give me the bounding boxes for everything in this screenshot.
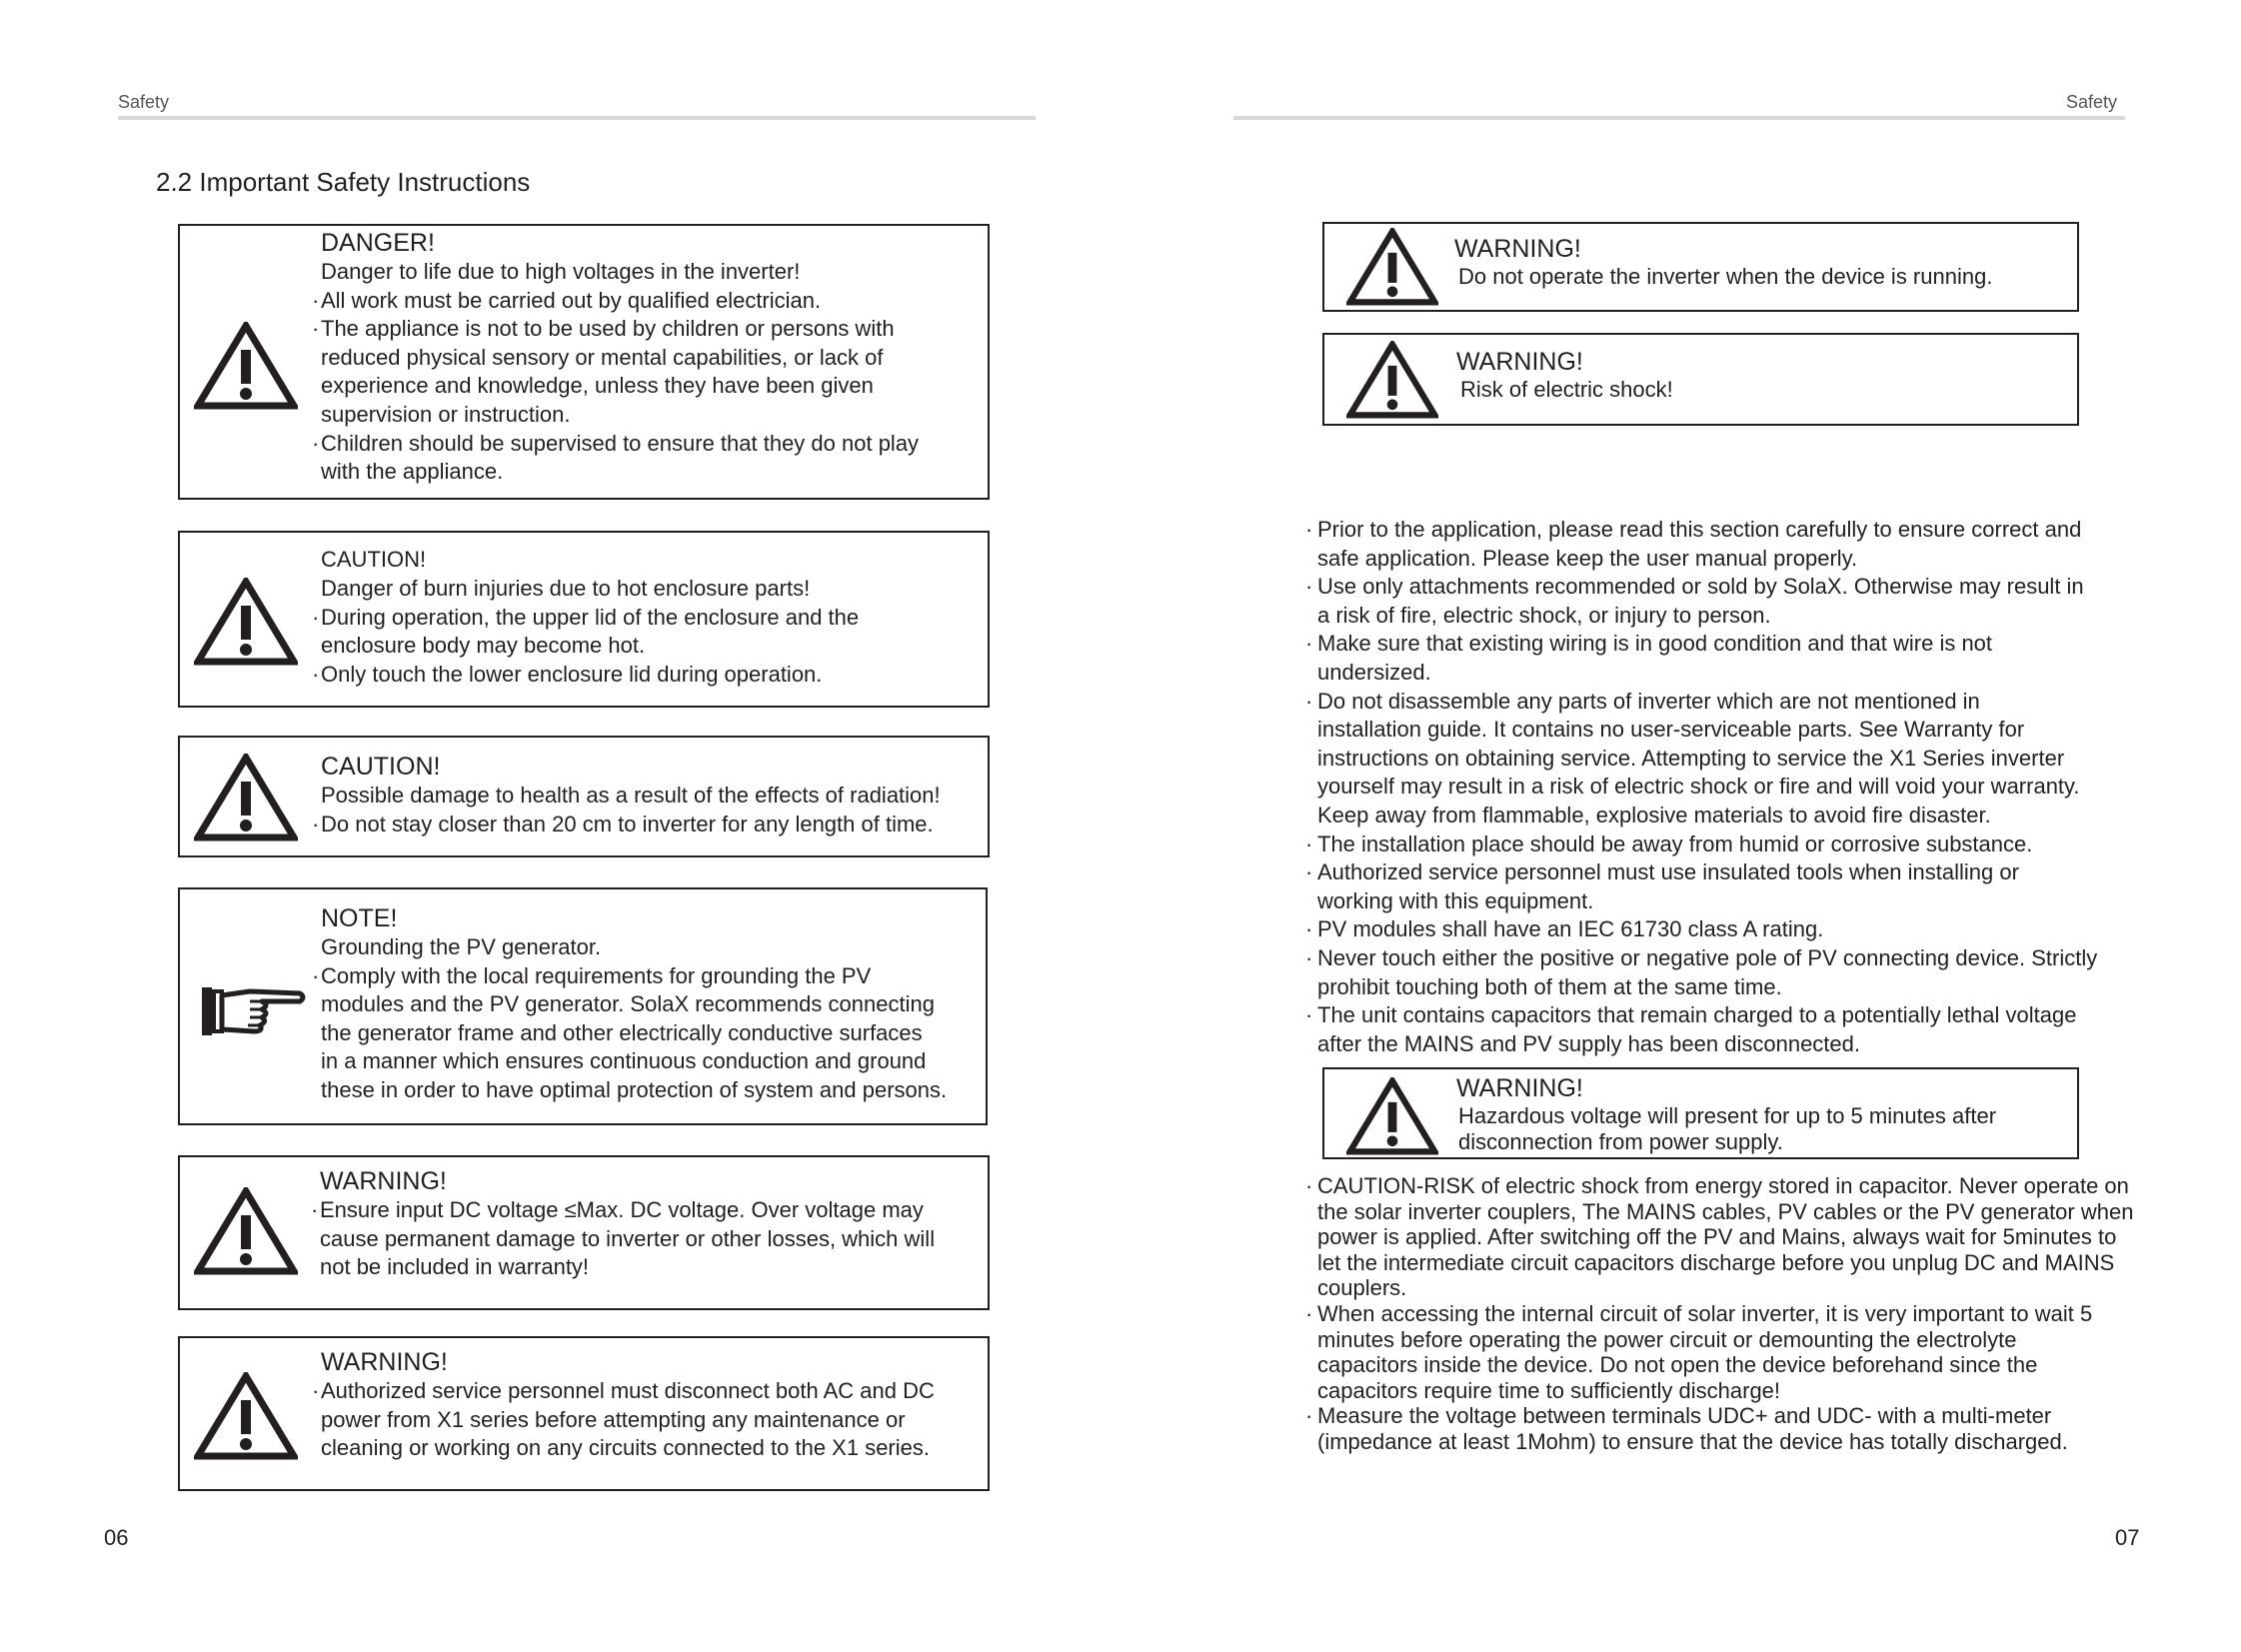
list-item-line: power is applied. After switching off the PV and Mains, always wait for 5minutes to bbox=[1317, 1224, 2117, 1250]
warning-title: WARNING! bbox=[1454, 235, 1581, 263]
bullet-dot: · bbox=[1305, 688, 1313, 714]
warning-shock-box bbox=[1322, 333, 2079, 426]
bullet-dot: · bbox=[1305, 1403, 1313, 1429]
warning-text: Hazardous voltage will present for up to 5 minutes after bbox=[1458, 1103, 1997, 1128]
right-page-header: Safety bbox=[2065, 92, 2117, 112]
list-item bbox=[1305, 830, 2137, 859]
list-item-line: minutes before operating the power circuit or demounting the electrolyte bbox=[1317, 1326, 2017, 1352]
list-item-line: The installation place should be away from humid or corrosive substance. bbox=[1317, 830, 2033, 856]
list-item-line: (impedance at least 1Mohm) to ensure that the device has totally discharged. bbox=[1317, 1428, 2068, 1454]
bullet-dot: · bbox=[1305, 1300, 1313, 1326]
warning-title: WARNING! bbox=[1456, 1074, 1583, 1102]
box-line: supervision or instruction. bbox=[321, 401, 571, 427]
warning-text: disconnection from power supply. bbox=[1458, 1129, 1783, 1154]
list-item bbox=[1305, 944, 2137, 1001]
box-line: Danger of burn injuries due to hot enclosure parts! bbox=[321, 576, 811, 601]
bullet-dot: · bbox=[1305, 830, 1313, 856]
list-item-line: a risk of fire, electric shock, or injury to person. bbox=[1317, 602, 1771, 628]
bullet-dot: · bbox=[1305, 517, 1313, 542]
warning-text: Risk of electric shock! bbox=[1460, 377, 1673, 402]
warning-title: WARNING! bbox=[1456, 348, 1583, 376]
list-item-line: Do not disassemble any parts of inverter which are not mentioned in bbox=[1317, 688, 1980, 714]
list-item bbox=[1305, 573, 2137, 630]
list-item-line: safe application. Please keep the user manual properly. bbox=[1317, 545, 1858, 571]
box-title: NOTE! bbox=[321, 904, 398, 932]
list-item-line: Never touch either the positive or negative pole of PV connecting device. Strictly bbox=[1317, 944, 2098, 970]
list-item-line: couplers. bbox=[1317, 1275, 1407, 1301]
section-title: 2.2 Important Safety Instructions bbox=[156, 167, 531, 197]
box-title: WARNING! bbox=[321, 1348, 448, 1376]
bullet-line: · Children should be supervised to ensure that they do not play bbox=[312, 430, 920, 456]
list-item-line: capacitors inside the device. Do not open the device beforehand since the bbox=[1317, 1352, 2038, 1378]
list-item-line: working with this equipment. bbox=[1317, 887, 1594, 913]
list-item-line: undersized. bbox=[1317, 659, 1431, 685]
warning-triangle-icon bbox=[194, 322, 298, 410]
box-title: WARNING! bbox=[320, 1167, 447, 1195]
warning-triangle-icon bbox=[1346, 341, 1438, 419]
list-item-line: after the MAINS and PV supply has been disconnected. bbox=[1317, 1030, 1860, 1056]
warning-triangle-icon bbox=[194, 578, 298, 666]
warning-triangle-icon bbox=[1346, 1077, 1438, 1155]
bullet-line: · During operation, the upper lid of the enclosure and the bbox=[312, 604, 860, 630]
bullet-dot: · bbox=[1305, 916, 1313, 942]
box-title: DANGER! bbox=[321, 229, 435, 257]
bullet-dot: · bbox=[1305, 1173, 1313, 1198]
bullet-line: · Only touch the lower enclosure lid during operation. bbox=[312, 661, 823, 687]
box-line: cleaning or working on any circuits connected to the X1 series. bbox=[321, 1435, 930, 1461]
capacitor-instruction-list bbox=[1305, 1173, 2137, 1455]
bullet-line: · All work must be carried out by qualified electrician. bbox=[312, 287, 822, 313]
note-box bbox=[178, 887, 988, 1125]
bullet-dot: · bbox=[1305, 1002, 1313, 1028]
bullet-dot: · bbox=[1305, 944, 1313, 970]
list-item bbox=[1305, 1403, 2137, 1454]
list-item-line: CAUTION-RISK of electric shock from energy stored in capacitor. Never operate on bbox=[1317, 1173, 2129, 1198]
left-page-header: Safety bbox=[118, 92, 170, 112]
list-item-line: Keep away from flammable, explosive materials to avoid fire disaster. bbox=[1317, 802, 1991, 827]
list-item bbox=[1305, 1300, 2137, 1403]
warning-dc-voltage-box bbox=[178, 1155, 990, 1310]
box-line: the generator frame and other electrically conductive surfaces bbox=[321, 1019, 923, 1045]
box-title: CAUTION! bbox=[321, 547, 427, 572]
warning-triangle-icon bbox=[194, 754, 298, 841]
box-line: these in order to have optimal protection of system and persons. bbox=[321, 1076, 948, 1102]
list-item bbox=[1305, 688, 2137, 830]
list-item-line: Use only attachments recommended or sold by SolaX. Otherwise may result in bbox=[1317, 574, 2084, 600]
left-page-number: 06 bbox=[104, 1525, 129, 1550]
bullet-line: · The appliance is not to be used by children or persons with bbox=[312, 316, 895, 342]
box-line: Danger to life due to high voltages in the inverter! bbox=[321, 259, 801, 284]
bullet-line: · Do not stay closer than 20 cm to inverter for any length of time. bbox=[312, 811, 934, 836]
list-item-line: Authorized service personnel must use insulated tools when installing or bbox=[1317, 859, 2019, 885]
bullet-line: · Ensure input DC voltage ≤Max. DC voltage. Over voltage may bbox=[311, 1197, 924, 1222]
list-item-line: When accessing the internal circuit of solar inverter, it is very important to wait 5 bbox=[1317, 1300, 2093, 1326]
list-item-line: prohibit touching both of them at the same time. bbox=[1317, 973, 1782, 999]
box-line: experience and knowledge, unless they have been given bbox=[321, 373, 874, 399]
warning-hazardous-voltage-box bbox=[1322, 1067, 2079, 1159]
warning-triangle-icon bbox=[194, 1187, 298, 1275]
box-line: not be included in warranty! bbox=[320, 1254, 590, 1280]
bullet-line: · Authorized service personnel must disconnect both AC and DC bbox=[312, 1378, 935, 1403]
list-item-line: The unit contains capacitors that remain charged to a potentially lethal voltage bbox=[1317, 1002, 2077, 1028]
box-line: Possible damage to health as a result of the effects of radiation! bbox=[321, 783, 941, 808]
list-item bbox=[1305, 516, 2137, 573]
box-title: CAUTION! bbox=[321, 753, 441, 781]
bullet-dot: · bbox=[1305, 574, 1313, 600]
left-header-rule bbox=[118, 116, 1036, 120]
list-item-line: let the intermediate circuit capacitors discharge before you unplug DC and MAINS bbox=[1317, 1249, 2115, 1275]
box-line: cause permanent damage to inverter or other losses, which will bbox=[320, 1225, 936, 1251]
list-item-line: yourself may result in a risk of electric shock or fire and will void your warranty. bbox=[1317, 774, 2080, 800]
box-line: enclosure body may become hot. bbox=[321, 633, 646, 659]
warning-maintenance-box bbox=[178, 1336, 990, 1491]
pointing-hand-icon bbox=[200, 981, 306, 1041]
list-item bbox=[1305, 1001, 2137, 1058]
right-header-rule bbox=[1233, 116, 2125, 120]
list-item bbox=[1305, 1173, 2137, 1301]
list-item-line: PV modules shall have an IEC 61730 class A rating. bbox=[1317, 916, 1824, 942]
box-line: in a manner which ensures continuous conduction and ground bbox=[321, 1048, 927, 1074]
list-item bbox=[1305, 915, 2137, 944]
warning-triangle-icon bbox=[194, 1372, 298, 1460]
box-line: with the appliance. bbox=[321, 459, 504, 485]
bullet-line: · Comply with the local requirements for grounding the PV bbox=[312, 962, 872, 988]
list-item-line: the solar inverter couplers, The MAINS cables, PV cables or the PV generator when bbox=[1317, 1198, 2134, 1224]
right-page-number: 07 bbox=[2115, 1525, 2140, 1550]
warning-triangle-icon bbox=[1346, 228, 1438, 306]
list-item bbox=[1305, 858, 2137, 915]
bullet-dot: · bbox=[1305, 631, 1313, 657]
list-item-line: capacitors require time to sufficiently discharge! bbox=[1317, 1377, 1781, 1403]
list-item-line: Make sure that existing wiring is in good condition and that wire is not bbox=[1317, 631, 1993, 657]
warning-operation-box bbox=[1322, 222, 2079, 312]
list-item-line: Measure the voltage between terminals UDC+ and UDC- with a multi-meter bbox=[1317, 1403, 2052, 1429]
list-item-line: instructions on obtaining service. Attempting to service the X1 Series inverter bbox=[1317, 745, 2065, 771]
danger-box bbox=[178, 224, 990, 500]
caution-radiation-box bbox=[178, 736, 990, 857]
box-line: Grounding the PV generator. bbox=[321, 934, 602, 959]
caution-burn-box bbox=[178, 531, 990, 708]
list-item bbox=[1305, 630, 2137, 687]
list-item-line: Prior to the application, please read this section carefully to ensure correct and bbox=[1317, 517, 2082, 542]
list-item-line: installation guide. It contains no user-serviceable parts. See Warranty for bbox=[1317, 717, 2025, 743]
warning-text: Do not operate the inverter when the device is running. bbox=[1458, 264, 1993, 289]
box-line: reduced physical sensory or mental capabilities, or lack of bbox=[321, 344, 884, 370]
box-line: power from X1 series before attempting any maintenance or bbox=[321, 1406, 906, 1432]
safety-instruction-list bbox=[1305, 516, 2137, 1058]
box-line: modules and the PV generator. SolaX recommends connecting bbox=[321, 991, 935, 1017]
bullet-dot: · bbox=[1305, 859, 1313, 885]
